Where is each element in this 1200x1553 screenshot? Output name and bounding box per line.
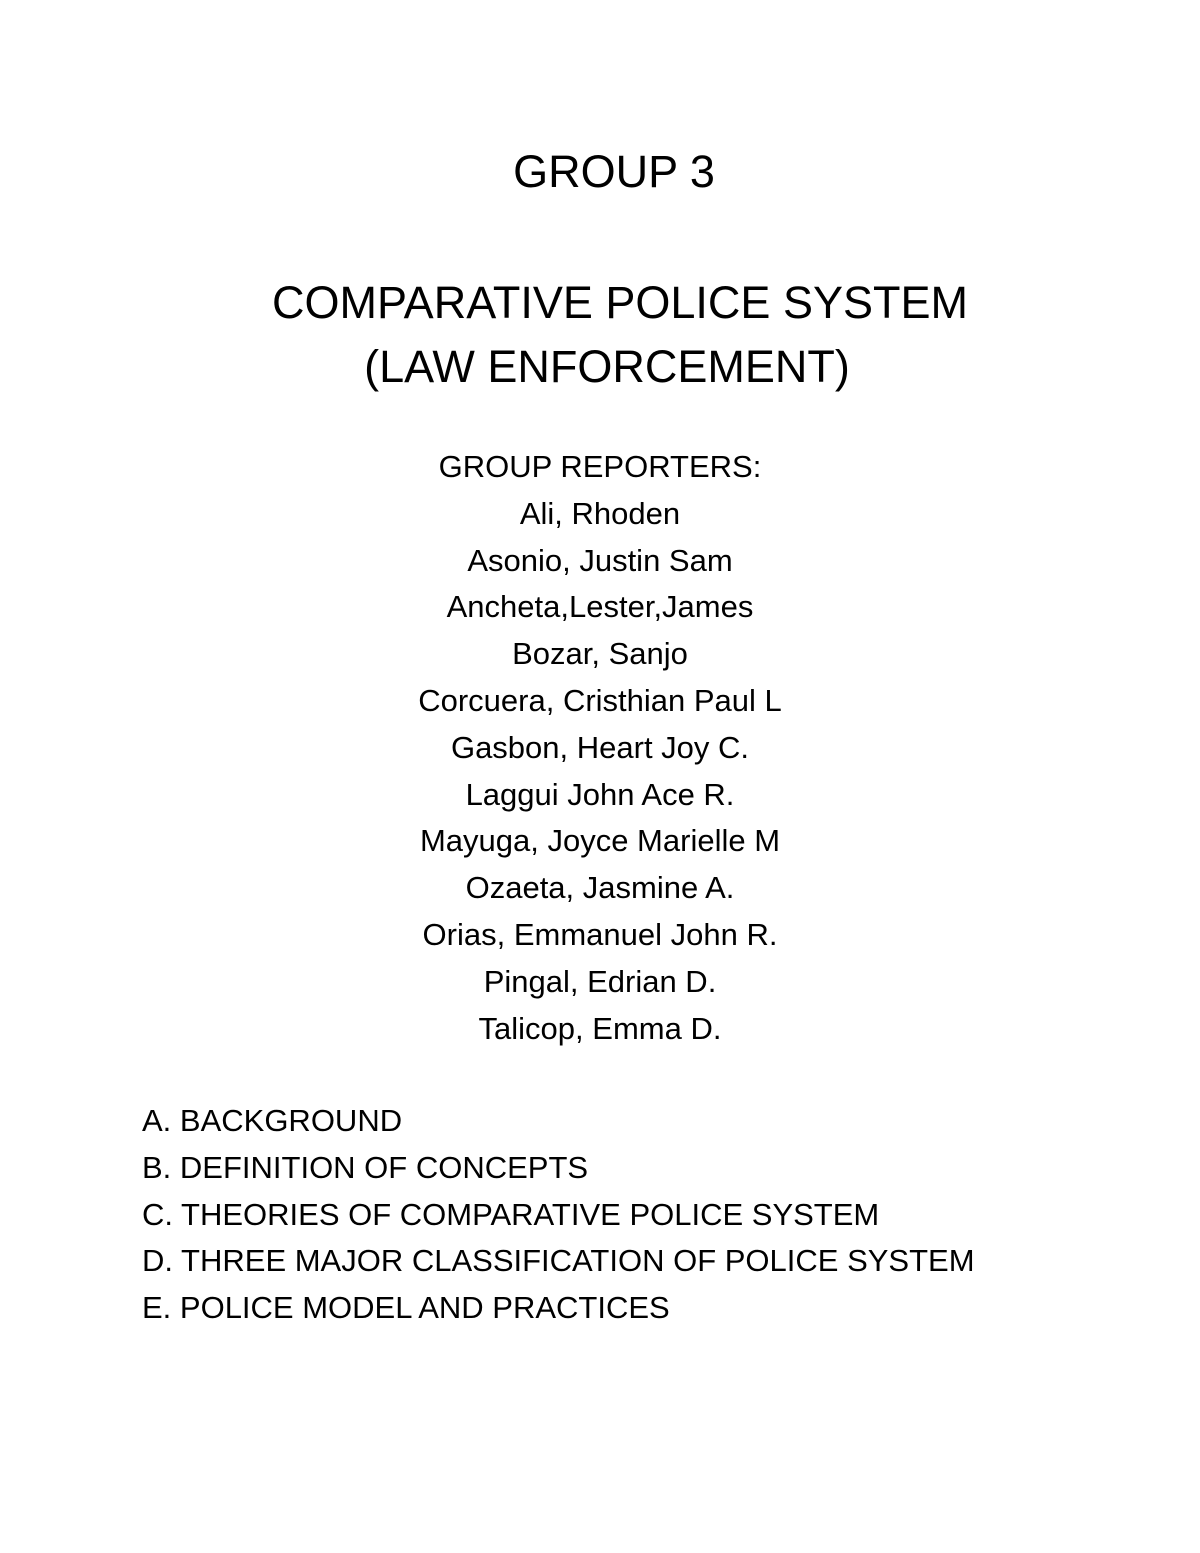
outline-item-classification: D. THREE MAJOR CLASSIFICATION OF POLICE SYSTEM (142, 1243, 975, 1279)
document-subtitle: (LAW ENFORCEMENT) (364, 341, 850, 392)
reporter-name: Asonio, Justin Sam (467, 542, 733, 578)
reporter-name: Gasbon, Heart Joy C. (450, 729, 750, 765)
reporter-name: Laggui John Ace R. (465, 776, 735, 812)
reporter-name: Corcuera, Cristhian Paul L (418, 682, 782, 718)
group-title: GROUP 3 (513, 146, 715, 197)
reporter-name: Orias, Emmanuel John R. (422, 916, 778, 952)
reporters-list (0, 444, 1200, 1052)
reporter-name: Ozaeta, Jasmine A. (465, 870, 735, 906)
reporter-name: Pingal, Edrian D. (483, 963, 717, 999)
outline-item-model: E. POLICE MODEL AND PRACTICES (142, 1290, 670, 1326)
outline-item-definition: B. DEFINITION OF CONCEPTS (142, 1149, 589, 1185)
outline-item-theories: C. THEORIES OF COMPARATIVE POLICE SYSTEM (142, 1196, 880, 1232)
document-title: COMPARATIVE POLICE SYSTEM (272, 277, 968, 328)
topic-outline (142, 1098, 1002, 1332)
reporter-name: Mayuga, Joyce Marielle M (419, 823, 781, 859)
reporters-heading: GROUP REPORTERS: (438, 449, 762, 484)
reporter-name: Ali, Rhoden (519, 495, 681, 531)
reporter-name: Bozar, Sanjo (512, 636, 688, 672)
outline-item-background: A. BACKGROUND (142, 1103, 403, 1138)
reporter-name: Talicop, Emma D. (478, 1010, 722, 1046)
reporter-name: Ancheta,Lester,James (446, 589, 754, 625)
